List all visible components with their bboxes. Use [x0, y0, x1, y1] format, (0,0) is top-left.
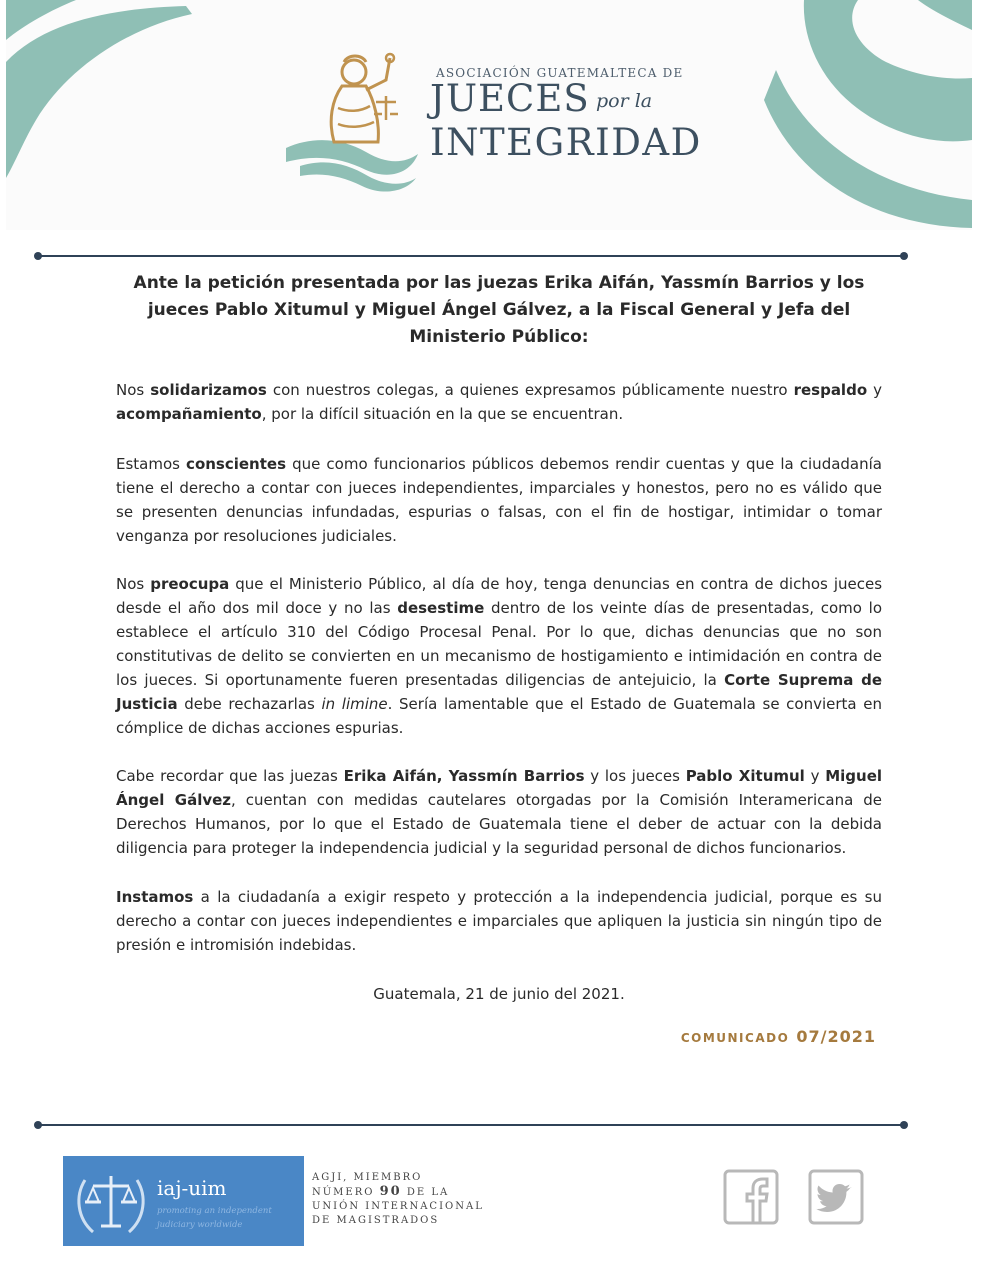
date-line: Guatemala, 21 de junio del 2021.: [373, 985, 625, 1003]
org-name-line1: ASOCIACIÓN GUATEMALTECA DE: [436, 66, 684, 80]
paragraph-2: Estamos conscientes que como funcionarios públicos debemos rendir cuentas y que la ciudadanía tiene el derecho a contar con jueces independientes, imparciales y honestos, pero no es válido que se presenten denuncias infundadas, espurias o falsas, con el fin de hostigar, intimidar o tomar venganza por resoluciones judiciales.: [116, 455, 882, 545]
top-divider: [34, 251, 908, 261]
paragraph-5: Instamos a la ciudadanía a exigir respeto y protección a la independencia judicial, porque es su derecho a contar con jueces independientes e imparciales que apliquen la justicia sin ningún tipo de presión e intromisión indebidas.: [116, 888, 882, 954]
agji-line-4: DE MAGISTRADOS: [312, 1215, 440, 1226]
iaj-uim-title: iaj-uim: [157, 1176, 227, 1200]
communique-label: COMUNICADO: [680, 1031, 790, 1045]
letterhead: [6, 0, 972, 230]
agji-line-3: UNIÓN INTERNACIONAL: [312, 1201, 484, 1212]
facebook-icon[interactable]: [723, 1169, 779, 1225]
paragraph-4: Cabe recordar que las juezas Erika Aifán, Yassmín Barrios y los jueces Pablo Xitumul y Miguel Ángel Gálvez, cuentan con medidas cautelares otorgadas por la Comisión Interamericana de Derechos Humanos, por lo que el Estado de Guatemala tiene el deber de actuar con la debida diligencia para proteger la independencia judicial y la seguridad personal de dichos funcionarios.: [116, 767, 883, 857]
scales-laurel-icon: [71, 1160, 151, 1244]
org-name-integridad: INTEGRIDAD: [430, 121, 702, 164]
org-name-jueces: JUECES: [430, 77, 590, 120]
bottom-divider: [34, 1120, 908, 1130]
iaj-uim-logo: [63, 1156, 304, 1246]
paragraph-3: Nos preocupa que el Ministerio Público, al día de hoy, tenga denuncias en contra de dichos jueces desde el año dos mil doce y no las desestime dentro de los veinte días de presentadas, como lo establece el artículo 310 del Código Procesal Penal. Por lo que, dichas denuncias que no son constitutivas de delito se convierten en un mecanismo de hostigamiento e intimidación en contra de los jueces. Si oportunamente fueren presentadas diligencias de antejuicio, la Corte Suprema de Justicia debe rechazarlas in limine. Sería lamentable que el Estado de Guatemala se convierta en cómplice de dichas acciones espurias.: [116, 575, 883, 737]
twitter-icon[interactable]: [808, 1169, 864, 1225]
communique-number: [681, 1027, 876, 1046]
org-name-por-la: por la: [596, 90, 653, 112]
paragraph-1: Nos solidarizamos con nuestros colegas, a quienes expresamos públicamente nuestro respaldo y acompañamiento, por la difícil situación en la que se encuentran.: [116, 381, 882, 423]
agji-membership-text: [312, 1171, 502, 1228]
document-page: [6, 0, 972, 1280]
communique-num: 07/2021: [796, 1027, 876, 1046]
communique-title: Ante la petición presentada por las juezas Erika Aifán, Yassmín Barrios y los jueces Pablo Xitumul y Miguel Ángel Gálvez, a la Fiscal General y Jefa del Ministerio Público:: [133, 273, 865, 347]
agji-line-2: NÚMERO 90 DE LA: [312, 1184, 450, 1199]
agji-line-1: AGJI, MIEMBRO: [312, 1172, 423, 1183]
iaj-uim-subtitle: promoting an independent judiciary worldwide: [157, 1206, 272, 1230]
justice-figure-logo: [282, 50, 422, 195]
